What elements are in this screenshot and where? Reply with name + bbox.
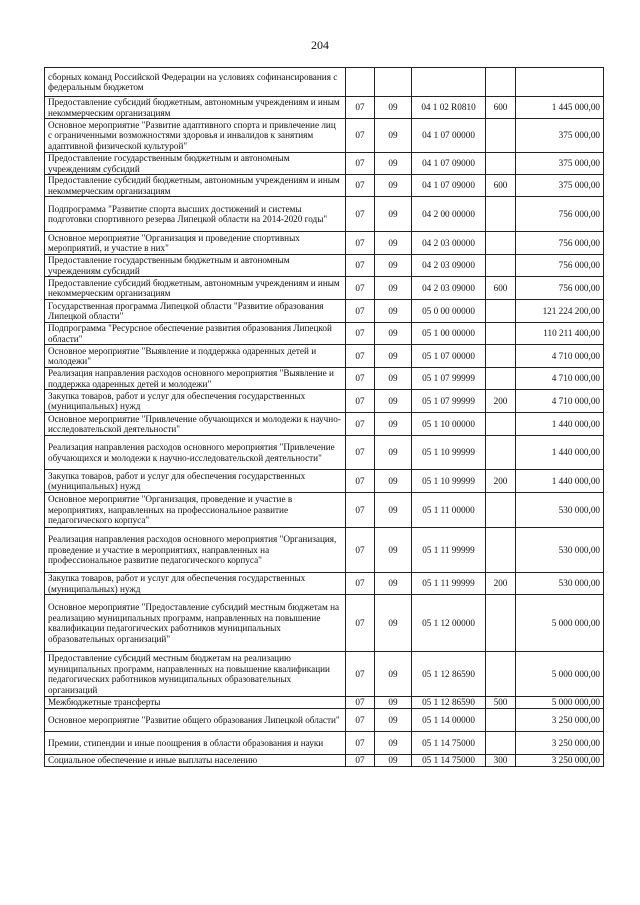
row-amount-cell: 756 000,00: [516, 255, 604, 277]
row-section-cell: 07: [346, 345, 375, 368]
row-subsection-cell: 09: [375, 345, 412, 368]
row-section-cell: 07: [346, 119, 375, 153]
page-number: 204: [311, 38, 329, 52]
row-name-cell: Предоставление субсидий бюджетным, автономным учреждениям и иным некоммерческим организациям: [45, 277, 346, 300]
row-expense-type-cell: 600: [486, 97, 516, 119]
row-subsection-cell: 09: [375, 368, 412, 390]
row-subsection-cell: 09: [375, 652, 412, 697]
table-row: [45, 573, 604, 595]
row-expense-type-cell: [486, 323, 516, 345]
row-section-cell: 07: [346, 595, 375, 652]
row-target-article-cell: 05 1 12 86590: [412, 652, 486, 697]
row-name-cell: Закупка товаров, работ и услуг для обеспечения государственных (муниципальных) нужд: [45, 470, 346, 493]
row-subsection-cell: 09: [375, 595, 412, 652]
row-section-cell: 07: [346, 232, 375, 255]
row-name-cell: Основное мероприятие "Организация и проведение спортивных мероприятий, и участие в них": [45, 232, 346, 255]
row-target-article-cell: 05 1 14 75000: [412, 732, 486, 755]
table-row: [45, 345, 604, 368]
row-target-article-cell: 05 1 11 99999: [412, 573, 486, 595]
row-target-article-cell: 05 1 07 99999: [412, 390, 486, 413]
row-amount-cell: 375 000,00: [516, 119, 604, 153]
table-row: [45, 709, 604, 732]
row-subsection-cell: 09: [375, 300, 412, 323]
table-row: [45, 119, 604, 153]
row-subsection-cell: 09: [375, 493, 412, 528]
row-expense-type-cell: [486, 493, 516, 528]
table-row: [45, 755, 604, 767]
row-expense-type-cell: [486, 436, 516, 470]
row-amount-cell: 1 440 000,00: [516, 413, 604, 436]
row-section-cell: 07: [346, 755, 375, 767]
row-expense-type-cell: 500: [486, 697, 516, 709]
table-row: [45, 697, 604, 709]
row-amount-cell: 3 250 000,00: [516, 732, 604, 755]
row-target-article-cell: 04 1 07 09000: [412, 153, 486, 175]
row-expense-type-cell: [486, 153, 516, 175]
table-row: [45, 153, 604, 175]
row-amount-cell: 1 445 000,00: [516, 97, 604, 119]
row-expense-type-cell: 600: [486, 277, 516, 300]
row-amount-cell: 756 000,00: [516, 197, 604, 232]
row-subsection-cell: 09: [375, 277, 412, 300]
row-expense-type-cell: [486, 68, 516, 97]
row-subsection-cell: 09: [375, 709, 412, 732]
table-row: [45, 197, 604, 232]
row-target-article-cell: 05 1 10 99999: [412, 436, 486, 470]
table-row: [45, 470, 604, 493]
row-subsection-cell: 09: [375, 413, 412, 436]
row-target-article-cell: 04 2 00 00000: [412, 197, 486, 232]
row-amount-cell: 375 000,00: [516, 175, 604, 197]
row-expense-type-cell: 200: [486, 573, 516, 595]
row-expense-type-cell: [486, 732, 516, 755]
row-name-cell: Основное мероприятие "Организация, проведение и участие в мероприятиях, направленных на профессиональное развитие педагогического корпуса": [45, 493, 346, 528]
row-expense-type-cell: [486, 709, 516, 732]
row-target-article-cell: 05 1 11 00000: [412, 493, 486, 528]
row-section-cell: 07: [346, 175, 375, 197]
row-expense-type-cell: 600: [486, 175, 516, 197]
budget-table: [44, 67, 604, 767]
table-row: [45, 175, 604, 197]
row-subsection-cell: 09: [375, 697, 412, 709]
row-target-article-cell: 04 1 07 00000: [412, 119, 486, 153]
row-subsection-cell: 09: [375, 732, 412, 755]
row-target-article-cell: 05 1 14 00000: [412, 709, 486, 732]
row-section-cell: 07: [346, 368, 375, 390]
row-expense-type-cell: [486, 119, 516, 153]
row-amount-cell: 3 250 000,00: [516, 709, 604, 732]
row-subsection-cell: 09: [375, 197, 412, 232]
row-expense-type-cell: [486, 652, 516, 697]
row-name-cell: Межбюджетные трансферты: [45, 697, 346, 709]
table-row: [45, 300, 604, 323]
row-target-article-cell: 04 2 03 09000: [412, 255, 486, 277]
row-subsection-cell: 09: [375, 119, 412, 153]
row-expense-type-cell: 200: [486, 390, 516, 413]
row-target-article-cell: 04 1 07 09000: [412, 175, 486, 197]
row-expense-type-cell: [486, 232, 516, 255]
row-section-cell: 07: [346, 470, 375, 493]
row-target-article-cell: 05 1 07 00000: [412, 345, 486, 368]
row-name-cell: Основное мероприятие "Развитие адаптивного спорта и привлечение лиц с ограниченными возможностями здоровья и инвалидов к занятиям адаптивной физической культурой": [45, 119, 346, 153]
table-row: [45, 68, 604, 97]
row-name-cell: Государственная программа Липецкой области "Развитие образования Липецкой области": [45, 300, 346, 323]
table-row: [45, 323, 604, 345]
row-subsection-cell: 09: [375, 255, 412, 277]
row-name-cell: Подпрограмма "Ресурсное обеспечение развития образования Липецкой области": [45, 323, 346, 345]
row-amount-cell: 3 250 000,00: [516, 755, 604, 767]
row-name-cell: Закупка товаров, работ и услуг для обеспечения государственных (муниципальных) нужд: [45, 390, 346, 413]
row-name-cell: сборных команд Российской Федерации на условиях софинансирования с федеральным бюджетом: [45, 68, 346, 97]
row-section-cell: 07: [346, 652, 375, 697]
row-amount-cell: 4 710 000,00: [516, 368, 604, 390]
row-amount-cell: 110 211 400,00: [516, 323, 604, 345]
row-amount-cell: 756 000,00: [516, 277, 604, 300]
row-target-article-cell: 05 1 14 75000: [412, 755, 486, 767]
budget-table-body: [45, 68, 604, 767]
table-row: [45, 436, 604, 470]
row-target-article-cell: 05 1 07 99999: [412, 368, 486, 390]
table-row: [45, 528, 604, 573]
row-target-article-cell: 04 1 02 R0810: [412, 97, 486, 119]
row-name-cell: Предоставление государственным бюджетным и автономным учреждениям субсидий: [45, 255, 346, 277]
row-name-cell: Основное мероприятие "Развитие общего образования Липецкой области": [45, 709, 346, 732]
row-amount-cell: 4 710 000,00: [516, 345, 604, 368]
row-name-cell: Основное мероприятие "Выявление и поддержка одаренных детей и молодежи": [45, 345, 346, 368]
table-row: [45, 277, 604, 300]
table-row: [45, 732, 604, 755]
row-target-article-cell: 05 0 00 00000: [412, 300, 486, 323]
row-subsection-cell: 09: [375, 573, 412, 595]
row-name-cell: Предоставление субсидий местным бюджетам на реализацию муниципальных программ, направленных на повышение квалификации педагогических работников муниципальных образовательных организаций: [45, 652, 346, 697]
row-section-cell: 07: [346, 97, 375, 119]
row-amount-cell: 121 224 200,00: [516, 300, 604, 323]
row-amount-cell: 530 000,00: [516, 528, 604, 573]
row-name-cell: Предоставление субсидий бюджетным, автономным учреждениям и иным некоммерческим организациям: [45, 97, 346, 119]
row-amount-cell: 1 440 000,00: [516, 436, 604, 470]
row-subsection-cell: 09: [375, 470, 412, 493]
row-name-cell: Предоставление государственным бюджетным и автономным учреждениям субсидий: [45, 153, 346, 175]
row-section-cell: 07: [346, 436, 375, 470]
row-expense-type-cell: [486, 197, 516, 232]
table-row: [45, 255, 604, 277]
row-subsection-cell: 09: [375, 390, 412, 413]
row-name-cell: Премии, стипендии и иные поощрения в области образования и науки: [45, 732, 346, 755]
row-section-cell: 07: [346, 197, 375, 232]
row-name-cell: Реализация направления расходов основного мероприятия "Выявление и поддержка одаренных детей и молодежи": [45, 368, 346, 390]
row-subsection-cell: 09: [375, 436, 412, 470]
row-target-article-cell: 05 1 00 00000: [412, 323, 486, 345]
row-expense-type-cell: [486, 255, 516, 277]
row-name-cell: Реализация направления расходов основного мероприятия "Привлечение обучающихся и молодежи к научно-исследовательской деятельности": [45, 436, 346, 470]
row-section-cell: 07: [346, 697, 375, 709]
row-section-cell: 07: [346, 323, 375, 345]
row-subsection-cell: 09: [375, 323, 412, 345]
row-section-cell: 07: [346, 732, 375, 755]
table-row: [45, 652, 604, 697]
row-target-article-cell: [412, 68, 486, 97]
row-subsection-cell: 09: [375, 97, 412, 119]
row-target-article-cell: 05 1 12 00000: [412, 595, 486, 652]
row-amount-cell: 530 000,00: [516, 573, 604, 595]
row-section-cell: 07: [346, 390, 375, 413]
row-name-cell: Предоставление субсидий бюджетным, автономным учреждениям и иным некоммерческим организациям: [45, 175, 346, 197]
row-amount-cell: 1 440 000,00: [516, 470, 604, 493]
row-target-article-cell: 05 1 10 00000: [412, 413, 486, 436]
row-target-article-cell: 04 2 03 00000: [412, 232, 486, 255]
row-section-cell: 07: [346, 255, 375, 277]
row-expense-type-cell: 200: [486, 470, 516, 493]
row-expense-type-cell: [486, 528, 516, 573]
table-row: [45, 493, 604, 528]
row-subsection-cell: 09: [375, 755, 412, 767]
row-name-cell: Основное мероприятие "Предоставление субсидий местным бюджетам на реализацию муниципальных программ, направленных на повышение квалификации педагогических работников муниципальных образовательных организаций": [45, 595, 346, 652]
row-amount-cell: 756 000,00: [516, 232, 604, 255]
row-amount-cell: 5 000 000,00: [516, 697, 604, 709]
table-row: [45, 595, 604, 652]
row-section-cell: 07: [346, 153, 375, 175]
row-subsection-cell: 09: [375, 153, 412, 175]
row-amount-cell: 5 000 000,00: [516, 652, 604, 697]
row-target-article-cell: 05 1 10 99999: [412, 470, 486, 493]
row-section-cell: 07: [346, 413, 375, 436]
row-amount-cell: 4 710 000,00: [516, 390, 604, 413]
row-section-cell: 07: [346, 573, 375, 595]
row-expense-type-cell: [486, 413, 516, 436]
row-name-cell: Реализация направления расходов основного мероприятия "Организация, проведение и участие в мероприятиях, направленных на профессиональное развитие педагогического корпуса": [45, 528, 346, 573]
row-subsection-cell: 09: [375, 175, 412, 197]
row-name-cell: Основное мероприятие "Привлечение обучающихся и молодежи к научно-исследовательской деятельности": [45, 413, 346, 436]
row-expense-type-cell: [486, 300, 516, 323]
row-expense-type-cell: [486, 368, 516, 390]
row-expense-type-cell: [486, 345, 516, 368]
table-row: [45, 97, 604, 119]
table-row: [45, 390, 604, 413]
table-row: [45, 368, 604, 390]
row-amount-cell: [516, 68, 604, 97]
row-section-cell: 07: [346, 493, 375, 528]
row-expense-type-cell: [486, 595, 516, 652]
table-row: [45, 232, 604, 255]
row-amount-cell: 5 000 000,00: [516, 595, 604, 652]
row-amount-cell: 375 000,00: [516, 153, 604, 175]
row-amount-cell: 530 000,00: [516, 493, 604, 528]
row-target-article-cell: 05 1 12 86590: [412, 697, 486, 709]
row-target-article-cell: 05 1 11 99999: [412, 528, 486, 573]
row-subsection-cell: [375, 68, 412, 97]
row-section-cell: 07: [346, 528, 375, 573]
row-name-cell: Социальное обеспечение и иные выплаты населению: [45, 755, 346, 767]
row-section-cell: 07: [346, 277, 375, 300]
table-row: [45, 413, 604, 436]
row-name-cell: Подпрограмма "Развитие спорта высших достижений и системы подготовки спортивного резерва Липецкой области на 2014-2020 годы": [45, 197, 346, 232]
row-subsection-cell: 09: [375, 528, 412, 573]
row-name-cell: Закупка товаров, работ и услуг для обеспечения государственных (муниципальных) нужд: [45, 573, 346, 595]
row-subsection-cell: 09: [375, 232, 412, 255]
row-target-article-cell: 04 2 03 09000: [412, 277, 486, 300]
row-expense-type-cell: 300: [486, 755, 516, 767]
row-section-cell: 07: [346, 300, 375, 323]
row-section-cell: 07: [346, 709, 375, 732]
row-section-cell: [346, 68, 375, 97]
